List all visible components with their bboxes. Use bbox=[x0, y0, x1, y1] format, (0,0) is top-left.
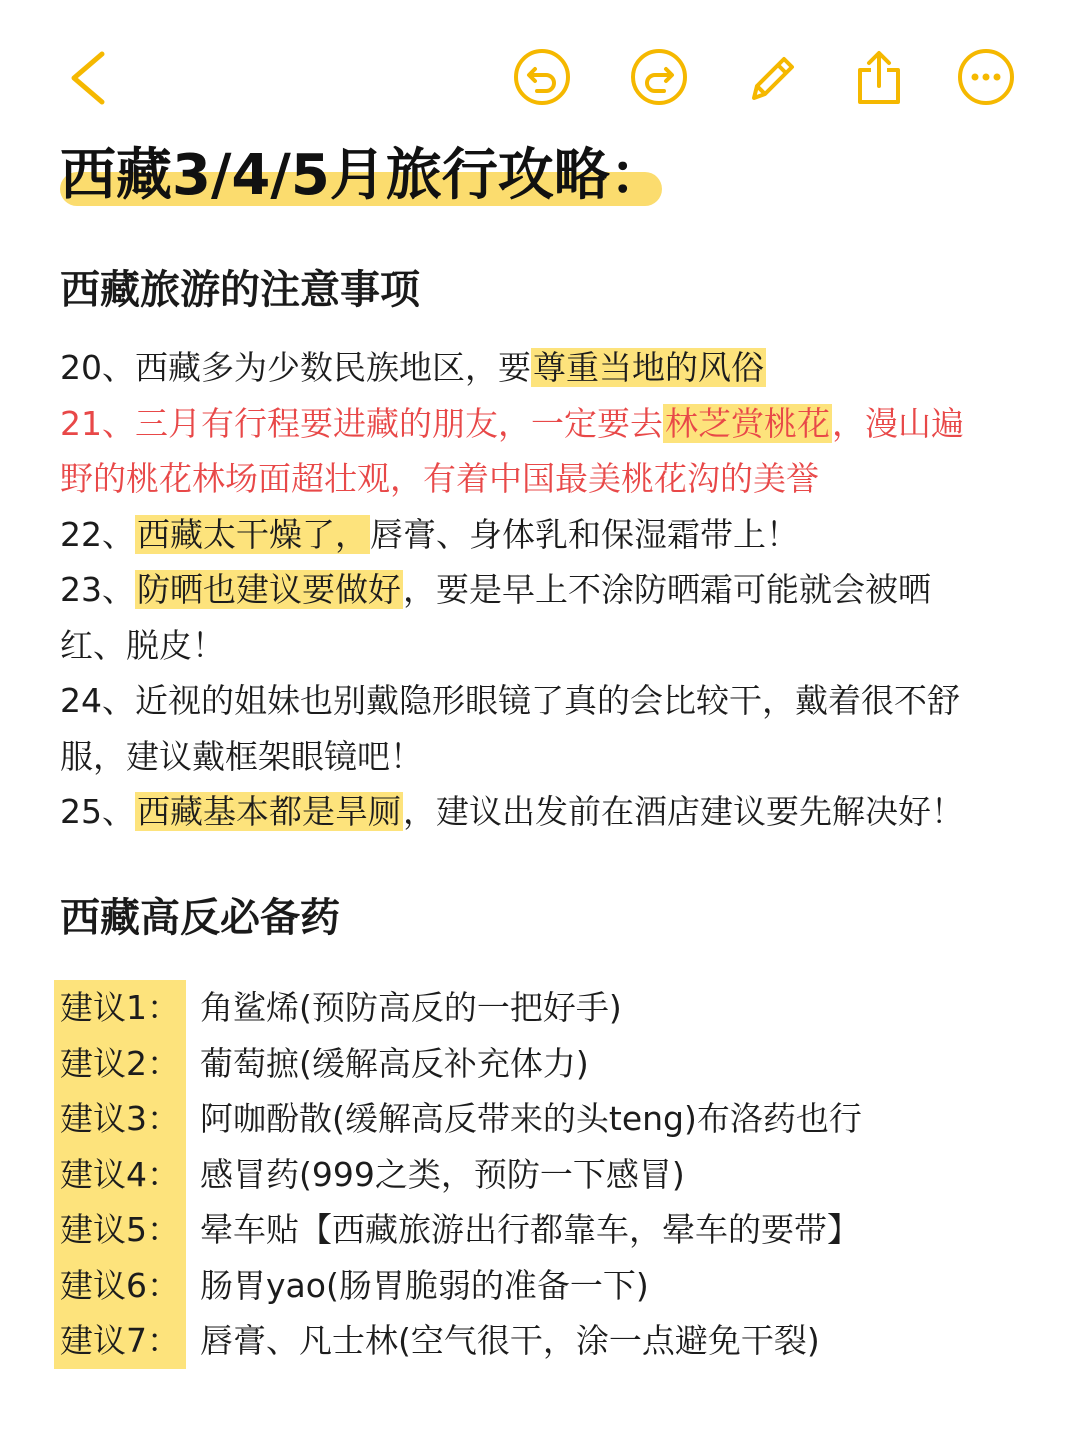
page-title-block bbox=[60, 140, 666, 212]
list-item bbox=[54, 1036, 1034, 1092]
list-item bbox=[54, 1313, 1034, 1369]
page-title: 西藏3/4/5月旅行攻略： bbox=[60, 143, 666, 208]
undo-icon bbox=[513, 48, 571, 106]
chevron-left-icon bbox=[58, 48, 116, 106]
more-button[interactable] bbox=[957, 48, 1015, 106]
suggestion-text: 唇膏、凡士林(空气很干，涂一点避免干裂) bbox=[200, 1321, 820, 1360]
item-text: 24、近视的姐妹也别戴隐形眼镜了真的会比较干，戴着很不舒 bbox=[60, 681, 960, 720]
list-item bbox=[60, 396, 1020, 452]
suggestion-text: 肠胃yao(肠胃脆弱的准备一下) bbox=[200, 1265, 649, 1305]
item-text: 22、 bbox=[60, 514, 135, 554]
share-button[interactable] bbox=[850, 48, 908, 106]
back-button[interactable] bbox=[58, 48, 116, 106]
list-item bbox=[54, 1091, 1034, 1147]
suggestion-label: 建议5： bbox=[54, 1202, 186, 1258]
item-text: 唇膏、身体乳和保湿霜带上！ bbox=[370, 514, 799, 554]
suggestion-label: 建议6： bbox=[54, 1258, 186, 1314]
undo-button[interactable] bbox=[513, 48, 571, 106]
redo-button[interactable] bbox=[630, 48, 688, 106]
section-heading-notes: 西藏旅游的注意事项 bbox=[60, 267, 420, 313]
share-icon bbox=[850, 48, 908, 106]
list-item bbox=[54, 1258, 1034, 1314]
redo-icon bbox=[630, 48, 688, 106]
suggestion-text: 阿咖酚散(缓解高反带来的头teng)布洛药也行 bbox=[200, 1099, 862, 1138]
item-text: ，建议出发前在酒店建议要先解决好！ bbox=[403, 792, 964, 831]
item-text: 25、 bbox=[60, 792, 135, 831]
list-item bbox=[60, 340, 1020, 396]
list-item bbox=[60, 562, 1020, 618]
suggestion-text: 角鲨烯(预防高反的一把好手) bbox=[200, 988, 622, 1027]
suggestion-label: 建议1： bbox=[54, 980, 186, 1036]
list-item bbox=[54, 1202, 1034, 1258]
item-highlight: 防晒也建议要做好 bbox=[137, 570, 401, 609]
list-item-continuation bbox=[60, 451, 1020, 507]
item-text: ，漫山遍 bbox=[832, 403, 964, 443]
list-item-continuation bbox=[60, 618, 1020, 674]
medicine-list bbox=[54, 980, 1034, 1369]
item-text: 21、三月有行程要进藏的朋友，一定要去 bbox=[60, 403, 663, 443]
notes-list bbox=[60, 340, 1020, 840]
item-text: ，要是早上不涂防晒霜可能就会被晒 bbox=[403, 570, 931, 609]
item-highlight: 尊重当地的风俗 bbox=[533, 348, 764, 387]
suggestion-text: 晕车贴【西藏旅游出行都靠车，晕车的要带】 bbox=[200, 1210, 860, 1249]
item-text: 23、 bbox=[60, 570, 135, 609]
item-highlight: 西藏基本都是旱厕 bbox=[137, 792, 401, 831]
suggestion-text: 葡萄摭(缓解高反补充体力) bbox=[200, 1043, 589, 1083]
list-item bbox=[60, 673, 1020, 729]
item-highlight: 林芝赏桃花 bbox=[665, 403, 830, 443]
section-heading-medicine: 西藏高反必备药 bbox=[60, 895, 340, 941]
suggestion-label: 建议2： bbox=[54, 1036, 186, 1092]
item-text: 20、西藏多为少数民族地区，要 bbox=[60, 348, 531, 387]
more-icon bbox=[957, 48, 1015, 106]
edit-button[interactable] bbox=[744, 48, 802, 106]
toolbar bbox=[0, 0, 1080, 150]
list-item bbox=[60, 784, 1020, 840]
list-item bbox=[54, 980, 1034, 1036]
item-text: 红、脱皮！ bbox=[60, 625, 225, 665]
list-item bbox=[60, 507, 1020, 563]
pencil-icon bbox=[744, 48, 802, 106]
item-highlight: 西藏太干燥了， bbox=[137, 514, 368, 554]
list-item-continuation bbox=[60, 729, 1020, 785]
suggestion-text: 感冒药(999之类，预防一下感冒) bbox=[200, 1154, 685, 1194]
suggestion-label: 建议4： bbox=[54, 1147, 186, 1203]
item-text: 服，建议戴框架眼镜吧！ bbox=[60, 736, 423, 776]
suggestion-label: 建议3： bbox=[54, 1091, 186, 1147]
list-item bbox=[54, 1147, 1034, 1203]
item-text: 野的桃花林场面超壮观，有着中国最美桃花沟的美誉 bbox=[60, 459, 819, 498]
suggestion-label: 建议7： bbox=[54, 1313, 186, 1369]
